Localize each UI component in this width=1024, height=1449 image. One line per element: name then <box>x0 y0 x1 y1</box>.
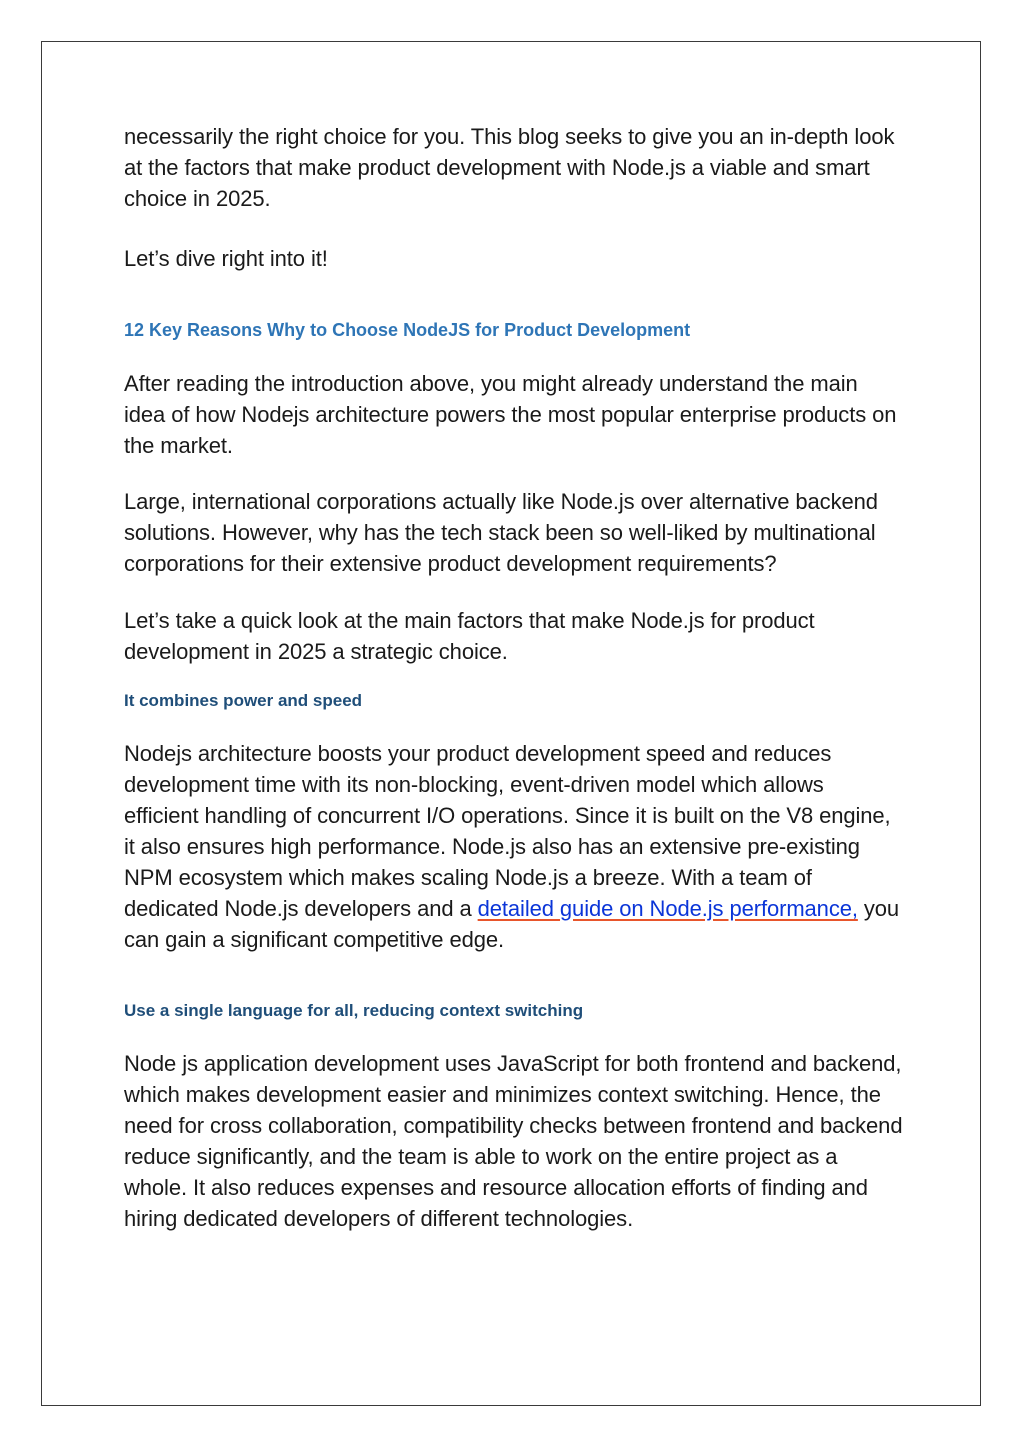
intro-paragraph-2: Let’s dive right into it! <box>124 246 328 271</box>
section-heading: 12 Key Reasons Why to Choose NodeJS for Product Development <box>124 320 691 340</box>
document-content <box>124 121 904 1234</box>
section-paragraph-1: After reading the introduction above, you might already understand the main idea of how Nodejs architecture powers the most popular enterprise products on the market. <box>124 371 897 458</box>
reason2-heading: Use a single language for all, reducing context switching <box>124 1001 584 1020</box>
reason1-heading: It combines power and speed <box>124 691 363 710</box>
intro-paragraph-1: necessarily the right choice for you. This blog seeks to give you an in-depth look at the factors that make product development with Node.js a viable and smart choice in 2025. <box>124 124 895 211</box>
reason1-paragraph <box>124 738 904 955</box>
reason1-text-after-link: you can gain a significant competitive edge. <box>124 896 900 952</box>
section-paragraph-2: Large, international corporations actually like Node.js over alternative backend solutions. However, why has the tech stack been so well-liked by multinational corporations for their extensive product development requirements? <box>124 489 878 576</box>
reason1-text-before-link: Nodejs architecture boosts your product development speed and reduces development time with its non-blocking, event-driven model which allows efficient handling of concurrent I/O operations. Since it is built on the V8 engine, it also ensures high performance. Node.js also has an extensive pre-existing NPM ecosystem which makes scaling Node.js a breeze. With a team of dedicated Node.js developers and a <box>124 741 891 921</box>
section-paragraph-3: Let’s take a quick look at the main factors that make Node.js for product development in 2025 a strategic choice. <box>124 608 815 664</box>
reason2-paragraph: Node js application development uses JavaScript for both frontend and backend, which makes development easier and minimizes context switching. Hence, the need for cross collaboration, compatibility checks between frontend and backend reduce significantly, and the team is able to work on the entire project as a whole. It also reduces expenses and resource allocation efforts of finding and hiring dedicated developers of different technologies. <box>124 1051 903 1231</box>
nodejs-performance-guide-link[interactable]: detailed guide on Node.js performance, <box>477 896 858 921</box>
